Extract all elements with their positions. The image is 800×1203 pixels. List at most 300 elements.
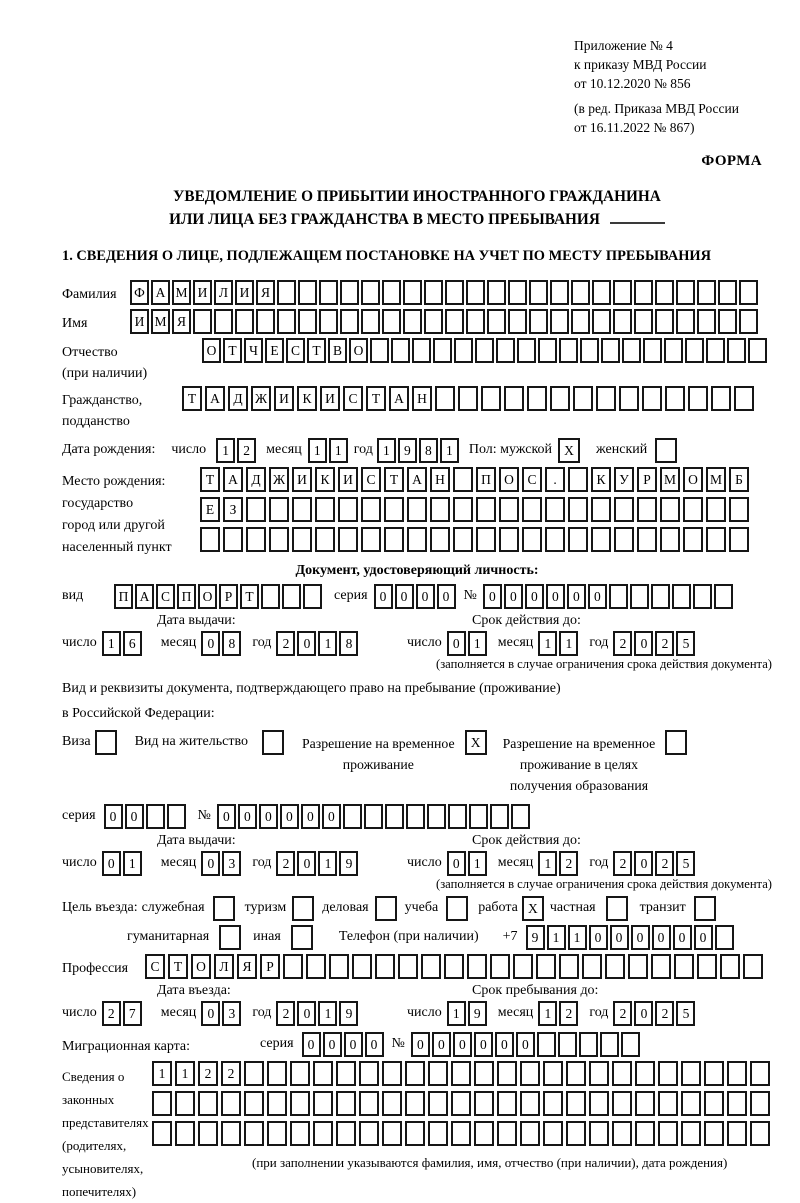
char-cell[interactable] <box>382 280 401 305</box>
char-cell[interactable] <box>529 280 548 305</box>
char-cell[interactable] <box>361 280 380 305</box>
char-cell[interactable] <box>336 1061 356 1086</box>
char-cell[interactable] <box>469 804 488 829</box>
char-cell[interactable]: Ф <box>130 280 149 305</box>
char-cell[interactable]: Ж <box>269 467 289 492</box>
char-cell[interactable] <box>681 1121 701 1146</box>
char-cell[interactable] <box>582 954 602 979</box>
char-cell[interactable] <box>235 309 254 334</box>
char-cell[interactable] <box>614 497 634 522</box>
char-cell[interactable]: 0 <box>453 1032 472 1057</box>
char-cell[interactable]: 2 <box>221 1061 241 1086</box>
char-cell[interactable] <box>444 954 464 979</box>
char-cell[interactable]: И <box>274 386 294 411</box>
char-cell[interactable] <box>496 338 515 363</box>
char-cell[interactable] <box>658 1091 678 1116</box>
purpose-other-checkbox[interactable] <box>291 925 313 950</box>
char-cell[interactable] <box>676 309 695 334</box>
char-cell[interactable] <box>267 1061 287 1086</box>
char-cell[interactable]: А <box>151 280 170 305</box>
char-cell[interactable] <box>750 1091 770 1116</box>
char-cell[interactable]: С <box>286 338 305 363</box>
char-cell[interactable] <box>340 309 359 334</box>
char-cell[interactable] <box>403 280 422 305</box>
char-cell[interactable]: О <box>349 338 368 363</box>
char-cell[interactable]: Т <box>168 954 188 979</box>
char-cell[interactable]: 0 <box>694 925 713 950</box>
char-cell[interactable]: М <box>172 280 191 305</box>
char-cell[interactable]: 5 <box>676 631 695 656</box>
char-cell[interactable] <box>221 1121 241 1146</box>
char-cell[interactable] <box>589 1061 609 1086</box>
char-cell[interactable]: О <box>683 467 703 492</box>
char-cell[interactable] <box>474 1121 494 1146</box>
char-cell[interactable] <box>283 954 303 979</box>
char-cell[interactable]: У <box>614 467 634 492</box>
char-cell[interactable] <box>664 338 683 363</box>
char-cell[interactable] <box>448 804 467 829</box>
char-cell[interactable] <box>336 1121 356 1146</box>
char-cell[interactable] <box>214 309 233 334</box>
char-cell[interactable] <box>538 338 557 363</box>
char-cell[interactable] <box>697 309 716 334</box>
char-cell[interactable] <box>527 386 547 411</box>
char-cell[interactable]: 0 <box>673 925 692 950</box>
char-cell[interactable]: С <box>145 954 165 979</box>
char-cell[interactable] <box>298 309 317 334</box>
char-cell[interactable] <box>697 280 716 305</box>
char-cell[interactable] <box>152 1121 172 1146</box>
char-cell[interactable] <box>407 527 427 552</box>
char-cell[interactable] <box>613 280 632 305</box>
char-cell[interactable]: 0 <box>104 804 123 829</box>
char-cell[interactable] <box>543 1061 563 1086</box>
char-cell[interactable]: 1 <box>216 438 235 463</box>
purpose-official-checkbox[interactable] <box>213 896 235 921</box>
char-cell[interactable] <box>568 497 588 522</box>
char-cell[interactable]: Е <box>200 497 220 522</box>
char-cell[interactable]: Т <box>200 467 220 492</box>
char-cell[interactable] <box>481 386 501 411</box>
char-cell[interactable] <box>336 1091 356 1116</box>
char-cell[interactable]: 1 <box>377 438 396 463</box>
char-cell[interactable] <box>568 527 588 552</box>
char-cell[interactable]: 0 <box>525 584 544 609</box>
char-cell[interactable]: Р <box>637 467 657 492</box>
char-cell[interactable]: 0 <box>516 1032 535 1057</box>
char-cell[interactable] <box>651 584 670 609</box>
char-cell[interactable] <box>405 1121 425 1146</box>
char-cell[interactable]: 0 <box>365 1032 384 1057</box>
char-cell[interactable] <box>714 584 733 609</box>
char-cell[interactable]: 0 <box>259 804 278 829</box>
char-cell[interactable] <box>571 309 590 334</box>
char-cell[interactable]: 8 <box>222 631 241 656</box>
char-cell[interactable]: 1 <box>102 631 121 656</box>
char-cell[interactable] <box>246 527 266 552</box>
char-cell[interactable]: Д <box>228 386 248 411</box>
char-cell[interactable]: 9 <box>526 925 545 950</box>
char-cell[interactable] <box>458 386 478 411</box>
char-cell[interactable]: 9 <box>339 851 358 876</box>
char-cell[interactable] <box>734 386 754 411</box>
char-cell[interactable]: 0 <box>322 804 341 829</box>
char-cell[interactable] <box>589 1091 609 1116</box>
purpose-work-checkbox[interactable]: X <box>522 896 544 921</box>
char-cell[interactable]: 0 <box>634 1001 653 1026</box>
char-cell[interactable] <box>609 584 628 609</box>
char-cell[interactable]: 0 <box>280 804 299 829</box>
char-cell[interactable] <box>499 497 519 522</box>
char-cell[interactable]: 1 <box>538 1001 557 1026</box>
char-cell[interactable] <box>614 527 634 552</box>
char-cell[interactable] <box>643 338 662 363</box>
char-cell[interactable] <box>711 386 731 411</box>
char-cell[interactable] <box>466 309 485 334</box>
char-cell[interactable] <box>750 1121 770 1146</box>
char-cell[interactable] <box>612 1121 632 1146</box>
char-cell[interactable]: Т <box>384 467 404 492</box>
char-cell[interactable] <box>681 1091 701 1116</box>
char-cell[interactable] <box>319 309 338 334</box>
char-cell[interactable]: 0 <box>483 584 502 609</box>
char-cell[interactable]: О <box>499 467 519 492</box>
char-cell[interactable] <box>683 527 703 552</box>
char-cell[interactable] <box>361 527 381 552</box>
char-cell[interactable] <box>543 1121 563 1146</box>
char-cell[interactable]: 0 <box>634 631 653 656</box>
char-cell[interactable] <box>729 497 749 522</box>
char-cell[interactable] <box>706 338 725 363</box>
char-cell[interactable]: Е <box>265 338 284 363</box>
char-cell[interactable]: М <box>706 467 726 492</box>
char-cell[interactable]: 2 <box>198 1061 218 1086</box>
char-cell[interactable] <box>435 386 455 411</box>
char-cell[interactable] <box>329 954 349 979</box>
char-cell[interactable] <box>622 338 641 363</box>
char-cell[interactable]: 2 <box>559 851 578 876</box>
char-cell[interactable] <box>198 1091 218 1116</box>
char-cell[interactable] <box>430 497 450 522</box>
char-cell[interactable] <box>244 1061 264 1086</box>
char-cell[interactable]: 0 <box>495 1032 514 1057</box>
char-cell[interactable] <box>313 1121 333 1146</box>
char-cell[interactable]: И <box>193 280 212 305</box>
char-cell[interactable] <box>718 309 737 334</box>
char-cell[interactable]: Т <box>307 338 326 363</box>
char-cell[interactable]: И <box>338 467 358 492</box>
char-cell[interactable] <box>269 527 289 552</box>
char-cell[interactable] <box>729 527 749 552</box>
char-cell[interactable] <box>352 954 372 979</box>
char-cell[interactable] <box>246 497 266 522</box>
char-cell[interactable]: 0 <box>301 804 320 829</box>
char-cell[interactable] <box>319 280 338 305</box>
char-cell[interactable] <box>536 954 556 979</box>
char-cell[interactable] <box>559 338 578 363</box>
char-cell[interactable]: Н <box>430 467 450 492</box>
char-cell[interactable] <box>277 309 296 334</box>
char-cell[interactable] <box>727 1061 747 1086</box>
char-cell[interactable] <box>306 954 326 979</box>
char-cell[interactable] <box>370 338 389 363</box>
char-cell[interactable] <box>522 527 542 552</box>
char-cell[interactable] <box>566 1121 586 1146</box>
char-cell[interactable]: 0 <box>238 804 257 829</box>
char-cell[interactable] <box>612 1061 632 1086</box>
char-cell[interactable]: 0 <box>546 584 565 609</box>
char-cell[interactable] <box>361 497 381 522</box>
residence-permit-checkbox[interactable] <box>262 730 284 755</box>
char-cell[interactable] <box>303 584 322 609</box>
char-cell[interactable] <box>277 280 296 305</box>
char-cell[interactable] <box>490 954 510 979</box>
char-cell[interactable]: И <box>292 467 312 492</box>
char-cell[interactable] <box>359 1121 379 1146</box>
char-cell[interactable] <box>313 1061 333 1086</box>
char-cell[interactable]: 6 <box>123 631 142 656</box>
char-cell[interactable] <box>580 338 599 363</box>
char-cell[interactable] <box>405 1061 425 1086</box>
char-cell[interactable] <box>453 497 473 522</box>
char-cell[interactable] <box>750 1061 770 1086</box>
char-cell[interactable]: 1 <box>440 438 459 463</box>
char-cell[interactable]: Д <box>246 467 266 492</box>
char-cell[interactable] <box>403 309 422 334</box>
char-cell[interactable] <box>704 1121 724 1146</box>
char-cell[interactable] <box>591 527 611 552</box>
char-cell[interactable] <box>244 1091 264 1116</box>
char-cell[interactable]: С <box>343 386 363 411</box>
char-cell[interactable]: 2 <box>613 631 632 656</box>
char-cell[interactable]: 1 <box>318 851 337 876</box>
purpose-humanitarian-checkbox[interactable] <box>219 925 241 950</box>
char-cell[interactable] <box>676 280 695 305</box>
char-cell[interactable] <box>520 1091 540 1116</box>
char-cell[interactable] <box>504 386 524 411</box>
char-cell[interactable] <box>406 804 425 829</box>
char-cell[interactable]: 0 <box>217 804 236 829</box>
char-cell[interactable] <box>739 280 758 305</box>
char-cell[interactable]: 0 <box>201 851 220 876</box>
char-cell[interactable] <box>361 309 380 334</box>
char-cell[interactable]: 0 <box>634 851 653 876</box>
char-cell[interactable] <box>619 386 639 411</box>
char-cell[interactable] <box>637 527 657 552</box>
char-cell[interactable] <box>405 1091 425 1116</box>
char-cell[interactable] <box>382 1061 402 1086</box>
char-cell[interactable] <box>718 280 737 305</box>
char-cell[interactable] <box>612 1091 632 1116</box>
char-cell[interactable]: 1 <box>568 925 587 950</box>
char-cell[interactable]: 0 <box>297 631 316 656</box>
char-cell[interactable] <box>693 584 712 609</box>
char-cell[interactable] <box>298 280 317 305</box>
char-cell[interactable]: Т <box>366 386 386 411</box>
char-cell[interactable] <box>720 954 740 979</box>
char-cell[interactable]: 0 <box>201 1001 220 1026</box>
char-cell[interactable] <box>697 954 717 979</box>
char-cell[interactable]: 1 <box>468 851 487 876</box>
char-cell[interactable] <box>634 309 653 334</box>
char-cell[interactable]: А <box>135 584 154 609</box>
char-cell[interactable]: 0 <box>411 1032 430 1057</box>
char-cell[interactable]: 2 <box>276 631 295 656</box>
char-cell[interactable] <box>715 925 734 950</box>
char-cell[interactable] <box>665 386 685 411</box>
char-cell[interactable] <box>704 1091 724 1116</box>
char-cell[interactable]: 0 <box>125 804 144 829</box>
char-cell[interactable] <box>315 497 335 522</box>
char-cell[interactable] <box>706 497 726 522</box>
char-cell[interactable] <box>200 527 220 552</box>
char-cell[interactable]: А <box>407 467 427 492</box>
char-cell[interactable] <box>573 386 593 411</box>
char-cell[interactable] <box>672 584 691 609</box>
char-cell[interactable]: П <box>476 467 496 492</box>
char-cell[interactable] <box>600 1032 619 1057</box>
char-cell[interactable] <box>685 338 704 363</box>
char-cell[interactable] <box>739 309 758 334</box>
char-cell[interactable] <box>292 497 312 522</box>
char-cell[interactable]: 0 <box>631 925 650 950</box>
char-cell[interactable] <box>487 280 506 305</box>
char-cell[interactable] <box>152 1091 172 1116</box>
char-cell[interactable]: Р <box>260 954 280 979</box>
char-cell[interactable] <box>424 309 443 334</box>
char-cell[interactable] <box>522 497 542 522</box>
char-cell[interactable] <box>428 1091 448 1116</box>
char-cell[interactable]: Б <box>729 467 749 492</box>
char-cell[interactable]: 0 <box>432 1032 451 1057</box>
char-cell[interactable]: 2 <box>655 631 674 656</box>
char-cell[interactable]: 9 <box>339 1001 358 1026</box>
char-cell[interactable] <box>550 309 569 334</box>
char-cell[interactable] <box>566 1061 586 1086</box>
char-cell[interactable] <box>545 497 565 522</box>
char-cell[interactable] <box>476 497 496 522</box>
char-cell[interactable]: И <box>320 386 340 411</box>
char-cell[interactable] <box>290 1061 310 1086</box>
purpose-business-checkbox[interactable] <box>375 896 397 921</box>
char-cell[interactable] <box>445 280 464 305</box>
purpose-private-checkbox[interactable] <box>606 896 628 921</box>
char-cell[interactable]: 2 <box>613 851 632 876</box>
char-cell[interactable]: Т <box>240 584 259 609</box>
char-cell[interactable] <box>727 1091 747 1116</box>
char-cell[interactable]: 0 <box>102 851 121 876</box>
char-cell[interactable] <box>256 309 275 334</box>
char-cell[interactable] <box>198 1121 218 1146</box>
char-cell[interactable] <box>407 497 427 522</box>
char-cell[interactable]: З <box>223 497 243 522</box>
char-cell[interactable] <box>568 467 588 492</box>
char-cell[interactable] <box>343 804 362 829</box>
char-cell[interactable] <box>453 467 473 492</box>
char-cell[interactable] <box>743 954 763 979</box>
char-cell[interactable] <box>655 280 674 305</box>
char-cell[interactable] <box>292 527 312 552</box>
char-cell[interactable] <box>382 309 401 334</box>
char-cell[interactable]: Я <box>256 280 275 305</box>
char-cell[interactable] <box>550 280 569 305</box>
char-cell[interactable] <box>601 338 620 363</box>
char-cell[interactable] <box>497 1121 517 1146</box>
char-cell[interactable]: 1 <box>468 631 487 656</box>
char-cell[interactable] <box>529 309 548 334</box>
char-cell[interactable] <box>630 584 649 609</box>
char-cell[interactable] <box>490 804 509 829</box>
char-cell[interactable]: 0 <box>374 584 393 609</box>
char-cell[interactable] <box>613 309 632 334</box>
char-cell[interactable]: А <box>389 386 409 411</box>
char-cell[interactable]: 1 <box>547 925 566 950</box>
char-cell[interactable]: К <box>315 467 335 492</box>
char-cell[interactable]: 0 <box>610 925 629 950</box>
char-cell[interactable] <box>635 1121 655 1146</box>
char-cell[interactable]: 1 <box>318 631 337 656</box>
char-cell[interactable] <box>543 1091 563 1116</box>
char-cell[interactable]: 1 <box>123 851 142 876</box>
char-cell[interactable]: А <box>223 467 243 492</box>
char-cell[interactable] <box>175 1091 195 1116</box>
char-cell[interactable] <box>453 527 473 552</box>
char-cell[interactable]: И <box>235 280 254 305</box>
char-cell[interactable]: 2 <box>655 851 674 876</box>
purpose-transit-checkbox[interactable] <box>694 896 716 921</box>
char-cell[interactable] <box>375 954 395 979</box>
char-cell[interactable]: О <box>191 954 211 979</box>
char-cell[interactable] <box>290 1121 310 1146</box>
char-cell[interactable]: 9 <box>468 1001 487 1026</box>
char-cell[interactable] <box>508 309 527 334</box>
char-cell[interactable]: 7 <box>123 1001 142 1026</box>
char-cell[interactable] <box>282 584 301 609</box>
char-cell[interactable] <box>571 280 590 305</box>
char-cell[interactable]: 2 <box>655 1001 674 1026</box>
char-cell[interactable] <box>748 338 767 363</box>
char-cell[interactable] <box>269 497 289 522</box>
char-cell[interactable]: 0 <box>652 925 671 950</box>
char-cell[interactable] <box>454 338 473 363</box>
char-cell[interactable]: 2 <box>237 438 256 463</box>
char-cell[interactable] <box>642 386 662 411</box>
char-cell[interactable] <box>474 1061 494 1086</box>
char-cell[interactable]: . <box>545 467 565 492</box>
char-cell[interactable]: Л <box>214 280 233 305</box>
char-cell[interactable] <box>244 1121 264 1146</box>
char-cell[interactable]: 1 <box>175 1061 195 1086</box>
char-cell[interactable]: 0 <box>504 584 523 609</box>
char-cell[interactable] <box>592 309 611 334</box>
char-cell[interactable] <box>428 1061 448 1086</box>
char-cell[interactable] <box>511 804 530 829</box>
char-cell[interactable] <box>474 1091 494 1116</box>
char-cell[interactable] <box>476 527 496 552</box>
char-cell[interactable] <box>313 1091 333 1116</box>
char-cell[interactable] <box>315 527 335 552</box>
char-cell[interactable] <box>430 527 450 552</box>
char-cell[interactable]: Ж <box>251 386 271 411</box>
char-cell[interactable]: 1 <box>308 438 327 463</box>
char-cell[interactable]: 0 <box>201 631 220 656</box>
char-cell[interactable] <box>566 1091 586 1116</box>
char-cell[interactable]: 5 <box>676 851 695 876</box>
char-cell[interactable] <box>267 1091 287 1116</box>
char-cell[interactable]: 0 <box>567 584 586 609</box>
char-cell[interactable]: 0 <box>589 925 608 950</box>
char-cell[interactable]: Я <box>237 954 257 979</box>
